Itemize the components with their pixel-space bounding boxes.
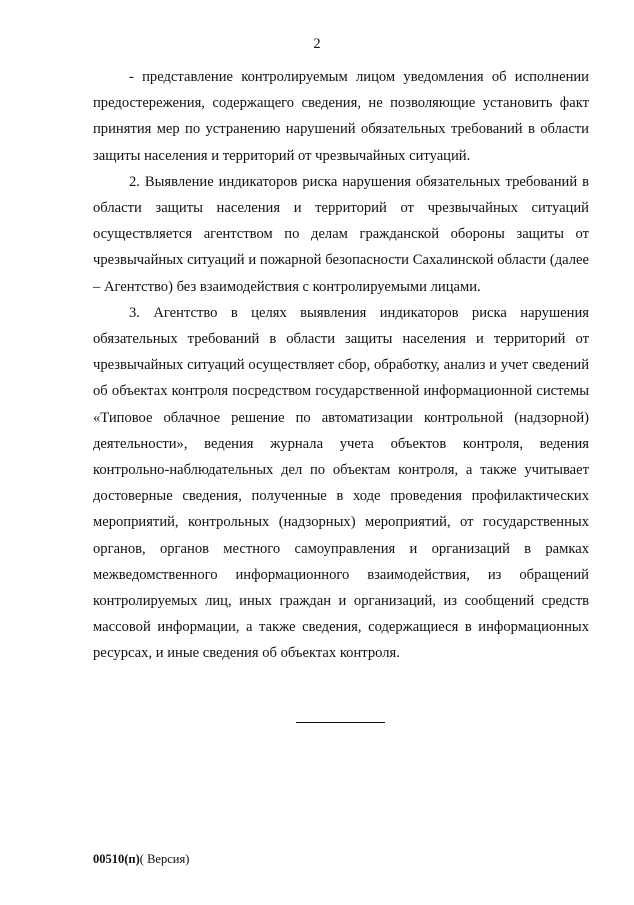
document-code: 00510(п) xyxy=(93,852,140,866)
end-separator-line xyxy=(296,722,385,723)
document-body xyxy=(93,64,589,667)
page-number: 2 xyxy=(313,36,321,52)
paragraph-notice-item: - представление контролируемым лицом уведомления об исполнении предостережения, содержащего сведения, не позволяющие установить факт принятия мер по устранению нарушений обязательных требований в области защиты населения и территорий от чрезвычайных ситуаций. xyxy=(93,69,589,164)
paragraph-3-data-collection: 3. Агентство в целях выявления индикаторов риска нарушения обязательных требований в области защиты населения и территорий от чрезвычайных ситуаций осуществляет сбор, обработку, анализ и учет сведений об объектах контроля посредством государственной информационной системы «Типовое облачное решение по автоматизации контрольной (надзорной) деятельности», ведения журнала учета объектов контроля, ведения контрольно-наблюдательных дел по объектам контроля, а также учитывает достоверные сведения, полученные в ходе проведения профилактических мероприятий, контрольных (надзорных) мероприятий, от государственных органов, органов местного самоуправления и организаций в рамках межведомственного информационного взаимодействия, из обращений контролируемых лиц, иных граждан и организаций, из сообщений средств массовой информации, а также сведения, содержащиеся в информационных ресурсах, и иные сведения об объектах контроля. xyxy=(93,304,589,662)
document-version: ( Версия) xyxy=(139,852,190,866)
document-footer xyxy=(93,852,189,867)
paragraph-2-risk-detection: 2. Выявление индикаторов риска нарушения обязательных требований в области защиты населения и территорий от чрезвычайных ситуаций осуществляется агентством по делам гражданской обороны защиты от чрезвычайных ситуаций и пожарной безопасности Сахалинской области (далее – Агентство) без взаимодействия с контролируемыми лицами. xyxy=(93,173,589,295)
